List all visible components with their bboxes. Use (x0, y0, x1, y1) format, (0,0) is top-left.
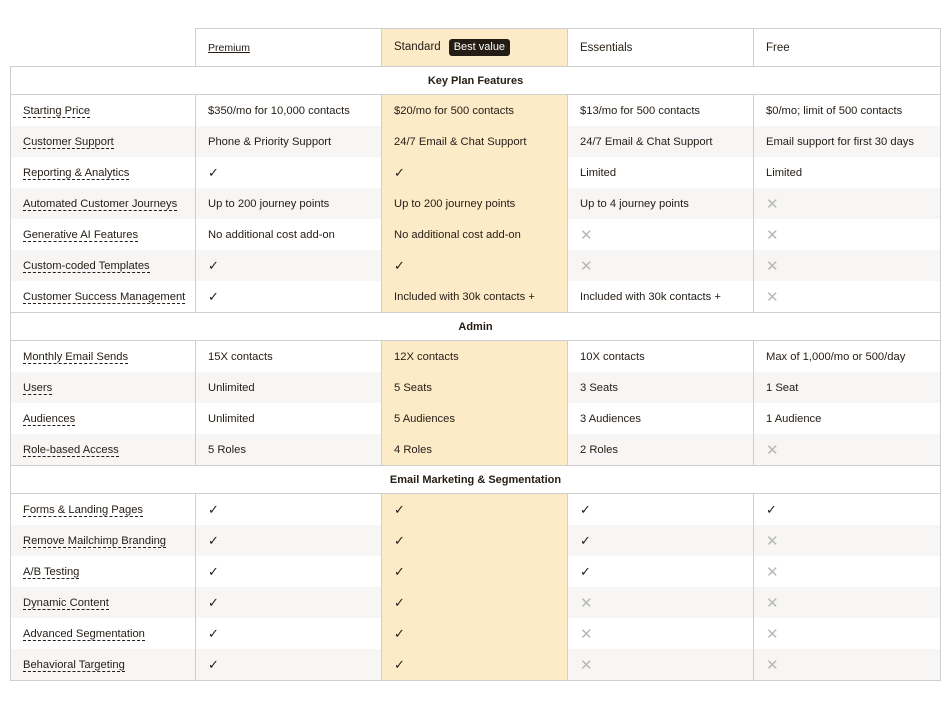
plan-value-cell (196, 219, 382, 250)
table-row (11, 372, 941, 403)
check-icon: ✓ (394, 625, 405, 641)
table-row (11, 250, 941, 281)
plan-value-cell (568, 219, 754, 250)
section-header-row (11, 466, 941, 494)
plan-value-text: 1 Audience (766, 412, 822, 425)
plan-value-cell (568, 95, 754, 127)
header-blank-cell (11, 29, 196, 67)
table-row (11, 126, 941, 157)
plan-value-text: Limited (766, 166, 803, 179)
plan-value-cell (568, 587, 754, 618)
section-header-row (11, 67, 941, 95)
feature-tooltip-label[interactable]: Audiences (23, 412, 76, 425)
plan-value-text: Phone & Priority Support (208, 135, 332, 148)
table-row (11, 525, 941, 556)
plan-value-cell (382, 587, 568, 618)
plan-value-cell (196, 587, 382, 618)
plan-value-cell (754, 188, 941, 219)
plan-value-cell (196, 403, 382, 434)
plan-value-cell (754, 403, 941, 434)
plan-value-cell (382, 403, 568, 434)
feature-tooltip-label[interactable]: Advanced Segmentation (23, 627, 145, 640)
check-icon: ✓ (208, 563, 219, 579)
plan-value-cell (196, 126, 382, 157)
feature-label-cell (11, 649, 196, 681)
plan-value-text: $350/mo for 10,000 contacts (208, 104, 350, 117)
plan-value-cell (568, 188, 754, 219)
feature-tooltip-label[interactable]: Behavioral Targeting (23, 658, 125, 671)
check-icon: ✓ (208, 288, 219, 304)
plan-value-cell (568, 281, 754, 313)
plan-comparison (10, 28, 940, 681)
plan-value-cell (754, 587, 941, 618)
plan-value-text: 24/7 Email & Chat Support (580, 135, 713, 148)
table-row (11, 494, 941, 526)
plan-value-text: Up to 200 journey points (208, 197, 330, 210)
plan-value-cell (196, 618, 382, 649)
table-row (11, 587, 941, 618)
plan-value-text: $13/mo for 500 contacts (580, 104, 701, 117)
plan-value-cell (754, 649, 941, 681)
free-label: Free (766, 41, 790, 54)
essentials-label: Essentials (580, 41, 633, 54)
check-icon: ✓ (394, 501, 405, 517)
feature-label-cell (11, 525, 196, 556)
feature-label-cell (11, 250, 196, 281)
check-icon: ✓ (580, 563, 591, 579)
plan-value-cell (568, 403, 754, 434)
plan-header-row (11, 29, 941, 67)
plan-value-cell (196, 281, 382, 313)
feature-label-cell (11, 494, 196, 526)
check-icon: ✓ (208, 257, 219, 273)
feature-tooltip-label[interactable]: Custom-coded Templates (23, 259, 150, 272)
plan-value-cell (196, 556, 382, 587)
plan-value-cell (382, 434, 568, 466)
plan-value-cell (196, 525, 382, 556)
plan-value-text: 3 Audiences (580, 412, 641, 425)
plan-header-standard (382, 29, 568, 67)
feature-tooltip-label[interactable]: Generative AI Features (23, 228, 139, 241)
plan-value-cell (382, 556, 568, 587)
plan-value-cell (754, 618, 941, 649)
check-icon: ✓ (394, 563, 405, 579)
plan-value-text: $0/mo; limit of 500 contacts (766, 104, 903, 117)
table-row (11, 157, 941, 188)
table-row (11, 649, 941, 681)
plan-value-cell (382, 649, 568, 681)
table-row (11, 281, 941, 313)
cross-icon: ✕ (580, 656, 593, 674)
feature-label-cell (11, 157, 196, 188)
plan-value-cell (382, 494, 568, 526)
plan-value-text: Up to 200 journey points (394, 197, 516, 210)
plan-value-cell (568, 525, 754, 556)
plan-header-free (754, 29, 941, 67)
plan-value-text: 3 Seats (580, 381, 618, 394)
plan-value-cell (754, 556, 941, 587)
plan-value-text: 10X contacts (580, 350, 645, 363)
cross-icon: ✕ (766, 288, 779, 306)
section-title: Key Plan Features (11, 67, 941, 95)
plan-value-text: Max of 1,000/mo or 500/day (766, 350, 906, 363)
plan-value-cell (754, 341, 941, 373)
plan-value-text: 5 Seats (394, 381, 432, 394)
plan-value-cell (382, 157, 568, 188)
section-title: Admin (11, 313, 941, 341)
comparison-table (10, 28, 941, 681)
feature-label-cell (11, 126, 196, 157)
plan-value-text: 5 Audiences (394, 412, 455, 425)
plan-value-text: $20/mo for 500 contacts (394, 104, 515, 117)
plan-value-cell (754, 95, 941, 127)
feature-label-cell (11, 403, 196, 434)
plan-value-cell (754, 219, 941, 250)
plan-value-cell (568, 126, 754, 157)
plan-header-essentials (568, 29, 754, 67)
standard-label: Standard (394, 41, 441, 53)
plan-value-cell (382, 219, 568, 250)
table-row (11, 618, 941, 649)
cross-icon: ✕ (580, 625, 593, 643)
premium-link[interactable]: Premium (208, 41, 251, 54)
plan-value-cell (196, 372, 382, 403)
plan-value-cell (196, 434, 382, 466)
feature-tooltip-label[interactable]: Users (23, 381, 53, 394)
plan-value-cell (382, 188, 568, 219)
feature-label-cell (11, 341, 196, 373)
plan-value-text: 5 Roles (208, 443, 246, 456)
check-icon: ✓ (394, 656, 405, 672)
cross-icon: ✕ (766, 563, 779, 581)
feature-tooltip-label[interactable]: Dynamic Content (23, 596, 109, 609)
check-icon: ✓ (766, 501, 777, 517)
table-row (11, 188, 941, 219)
feature-tooltip-label[interactable]: Starting Price (23, 104, 91, 117)
plan-value-cell (568, 649, 754, 681)
feature-tooltip-label[interactable]: Customer Support (23, 135, 114, 148)
plan-value-cell (568, 341, 754, 373)
plan-value-text: No additional cost add-on (394, 228, 521, 241)
plan-value-text: Limited (580, 166, 617, 179)
table-row (11, 434, 941, 466)
check-icon: ✓ (208, 164, 219, 180)
cross-icon: ✕ (580, 257, 593, 275)
cross-icon: ✕ (580, 226, 593, 244)
check-icon: ✓ (580, 501, 591, 517)
plan-value-cell (382, 618, 568, 649)
feature-tooltip-label[interactable]: Role-based Access (23, 443, 119, 456)
cross-icon: ✕ (766, 594, 779, 612)
plan-value-cell (568, 618, 754, 649)
plan-value-cell (568, 434, 754, 466)
feature-label-cell (11, 188, 196, 219)
feature-label-cell (11, 95, 196, 127)
plan-value-text: Unlimited (208, 381, 255, 394)
plan-value-cell (382, 250, 568, 281)
cross-icon: ✕ (766, 625, 779, 643)
cross-icon: ✕ (580, 594, 593, 612)
feature-tooltip-label[interactable]: Customer Success Management (23, 290, 186, 303)
plan-value-text: 4 Roles (394, 443, 432, 456)
plan-value-cell (568, 372, 754, 403)
feature-tooltip-label[interactable]: Reporting & Analytics (23, 166, 130, 179)
plan-value-cell (754, 494, 941, 526)
plan-value-text: Up to 4 journey points (580, 197, 689, 210)
table-row (11, 556, 941, 587)
check-icon: ✓ (394, 257, 405, 273)
section-title: Email Marketing & Segmentation (11, 466, 941, 494)
plan-value-text: 2 Roles (580, 443, 618, 456)
cross-icon: ✕ (766, 656, 779, 674)
feature-tooltip-label[interactable]: Monthly Email Sends (23, 350, 129, 363)
plan-value-cell (754, 250, 941, 281)
feature-tooltip-label[interactable]: Remove Mailchimp Branding (23, 534, 167, 547)
best-value-badge: Best value (449, 39, 510, 56)
plan-value-cell (754, 157, 941, 188)
plan-value-cell (568, 157, 754, 188)
plan-value-cell (196, 157, 382, 188)
plan-value-cell (196, 341, 382, 373)
feature-tooltip-label[interactable]: A/B Testing (23, 565, 80, 578)
plan-value-text: No additional cost add-on (208, 228, 335, 241)
plan-value-cell (382, 341, 568, 373)
plan-value-text: 15X contacts (208, 350, 273, 363)
plan-value-text: Included with 30k contacts + (580, 290, 721, 303)
plan-value-cell (754, 281, 941, 313)
plan-value-cell (568, 250, 754, 281)
plan-value-cell (754, 525, 941, 556)
plan-value-cell (196, 188, 382, 219)
plan-value-cell (196, 95, 382, 127)
check-icon: ✓ (394, 532, 405, 548)
cross-icon: ✕ (766, 195, 779, 213)
section-header-row (11, 313, 941, 341)
plan-value-text: Email support for first 30 days (766, 135, 914, 148)
plan-value-text: 1 Seat (766, 381, 799, 394)
check-icon: ✓ (394, 594, 405, 610)
plan-value-cell (196, 250, 382, 281)
plan-value-cell (382, 525, 568, 556)
check-icon: ✓ (394, 164, 405, 180)
plan-value-cell (382, 95, 568, 127)
plan-value-cell (568, 556, 754, 587)
table-row (11, 219, 941, 250)
feature-label-cell (11, 281, 196, 313)
plan-value-text: 12X contacts (394, 350, 459, 363)
feature-tooltip-label[interactable]: Automated Customer Journeys (23, 197, 178, 210)
feature-label-cell (11, 372, 196, 403)
check-icon: ✓ (208, 594, 219, 610)
feature-label-cell (11, 219, 196, 250)
plan-value-cell (196, 494, 382, 526)
feature-label-cell (11, 587, 196, 618)
cross-icon: ✕ (766, 257, 779, 275)
plan-value-cell (754, 372, 941, 403)
check-icon: ✓ (208, 501, 219, 517)
table-row (11, 341, 941, 373)
check-icon: ✓ (208, 625, 219, 641)
plan-value-text: 24/7 Email & Chat Support (394, 135, 527, 148)
cross-icon: ✕ (766, 532, 779, 550)
plan-value-cell (754, 434, 941, 466)
plan-value-cell (382, 281, 568, 313)
cross-icon: ✕ (766, 226, 779, 244)
plan-value-text: Unlimited (208, 412, 255, 425)
plan-value-cell (382, 126, 568, 157)
plan-header-premium[interactable] (196, 29, 382, 67)
feature-label-cell (11, 618, 196, 649)
plan-value-cell (382, 372, 568, 403)
feature-tooltip-label[interactable]: Forms & Landing Pages (23, 503, 144, 516)
plan-value-text: Included with 30k contacts + (394, 290, 535, 303)
plan-value-cell (196, 649, 382, 681)
check-icon: ✓ (580, 532, 591, 548)
check-icon: ✓ (208, 532, 219, 548)
plan-value-cell (754, 126, 941, 157)
table-row (11, 95, 941, 127)
check-icon: ✓ (208, 656, 219, 672)
cross-icon: ✕ (766, 441, 779, 459)
table-row (11, 403, 941, 434)
feature-label-cell (11, 556, 196, 587)
plan-value-cell (568, 494, 754, 526)
feature-label-cell (11, 434, 196, 466)
